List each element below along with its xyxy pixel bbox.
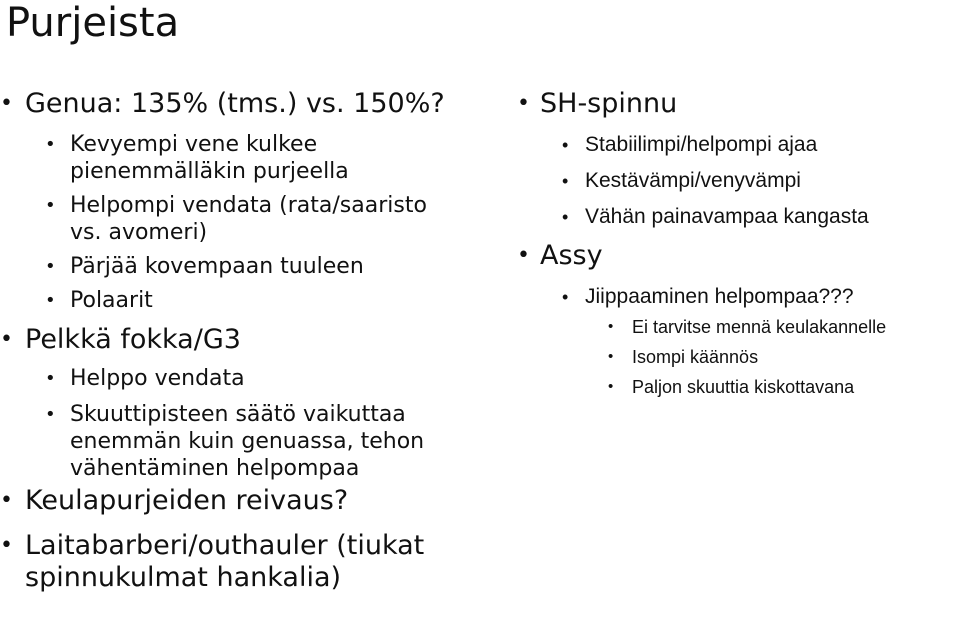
bullet-text: • Kestävämpi/venyvämpi: [585, 169, 801, 192]
bullet-text: • Isompi käännös: [632, 347, 759, 367]
bullet-keula: [0, 485, 500, 517]
bullet-text: • Assy: [540, 240, 603, 271]
bullet-parjaa: [0, 253, 500, 280]
bullet-text: • Helpompi vendata (rata/saaristo: [70, 193, 427, 218]
bullet-genua: [0, 88, 500, 120]
bullet-pelkka: [0, 324, 500, 356]
bullet-text-cont: vs. avomeri): [70, 220, 208, 245]
bullet-skuutti: [0, 401, 500, 482]
bullet-polaarit: [0, 287, 500, 314]
bullet-text: • Pärjää kovempaan tuuleen: [70, 254, 364, 279]
bullet-assy: [515, 240, 960, 272]
bullet-text: • Keulapurjeiden reivaus?: [25, 485, 349, 516]
bullet-text-cont: spinnukulmat hankalia): [25, 562, 342, 593]
bullet-ei-tarvitse: [515, 316, 960, 338]
bullet-kevyempi: [0, 131, 500, 185]
bullet-laita: [0, 530, 500, 594]
left-bullet-list: [0, 88, 500, 594]
bullet-paljon: [515, 376, 960, 398]
bullet-stabiili: [515, 132, 960, 158]
bullet-text: • Kevyempi vene kulkee: [70, 132, 318, 157]
right-bullet-list: [515, 88, 960, 398]
bullet-text: • Skuuttipisteen säätö vaikuttaa: [70, 402, 406, 427]
bullet-text-cont: pienemmälläkin purjeella: [70, 159, 349, 184]
bullet-text: • Polaarit: [70, 288, 153, 313]
bullet-isompi: [515, 346, 960, 368]
bullet-text: • Ei tarvitse mennä keulakannelle: [632, 317, 887, 337]
bullet-text: • Helppo vendata: [70, 366, 245, 391]
bullet-text: • Vähän painavampaa kangasta: [585, 205, 869, 228]
bullet-sh-spinnu: [515, 88, 960, 120]
bullet-vahan: [515, 204, 960, 230]
bullet-helpompi: [0, 192, 500, 246]
bullet-kestava: [515, 168, 960, 194]
bullet-jiippaa: [515, 284, 960, 310]
bullet-text-cont: vähentäminen helpompaa: [70, 456, 360, 481]
bullet-text: • Laitabarberi/outhauler (tiukat: [25, 530, 425, 561]
slide-title: Purjeista: [6, 0, 180, 46]
bullet-text: • Stabiilimpi/helpompi ajaa: [585, 133, 818, 156]
bullet-text: • Pelkkä fokka/G3: [25, 324, 241, 355]
bullet-text: • SH-spinnu: [540, 88, 678, 119]
bullet-text: • Paljon skuuttia kiskottavana: [632, 377, 855, 397]
bullet-text-cont: enemmän kuin genuassa, tehon: [70, 429, 425, 454]
bullet-helppo: [0, 365, 500, 392]
bullet-text: • Jiippaaminen helpompaa???: [585, 285, 854, 308]
bullet-text: • Genua: 135% (tms.) vs. 150%?: [25, 88, 445, 119]
